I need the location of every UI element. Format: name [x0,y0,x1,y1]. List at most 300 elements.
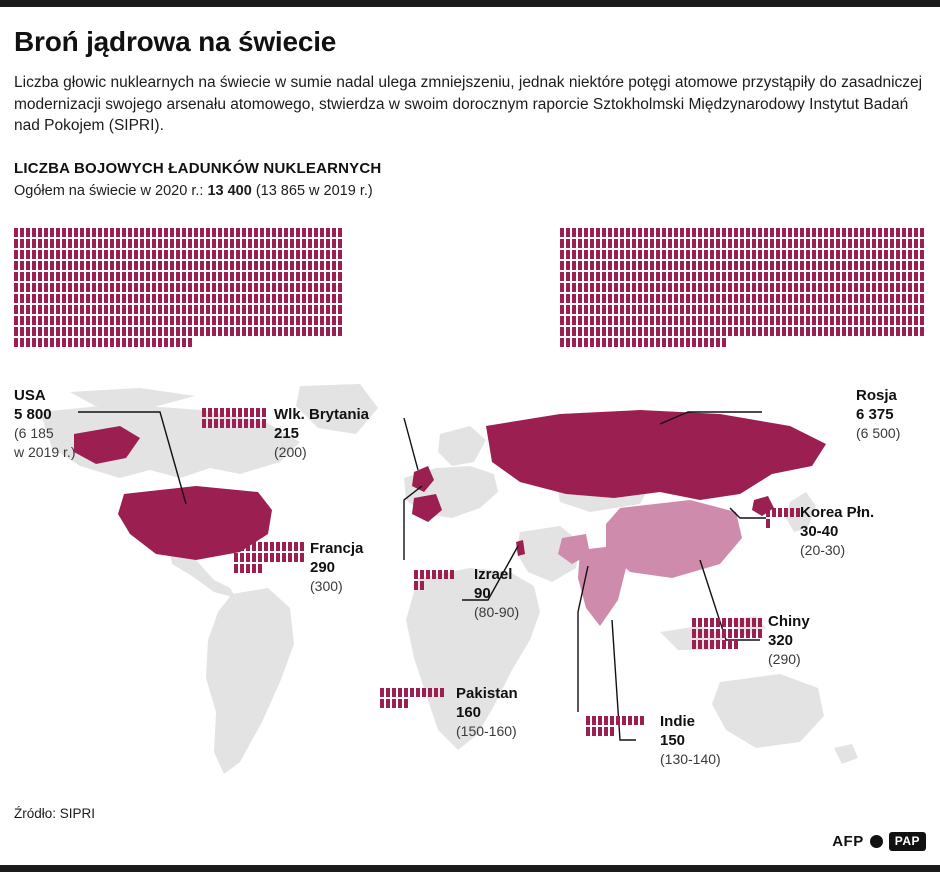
unit-tick [68,283,72,292]
unit-tick [206,305,210,314]
unit-tick [302,228,306,237]
unit-tick [806,228,810,237]
unit-tick [260,327,264,336]
unit-tick [62,228,66,237]
unit-tick [692,261,696,270]
unit-tick [110,294,114,303]
unit-tick [914,316,918,325]
unit-tick [836,250,840,259]
unit-tick [278,272,282,281]
unit-tick [20,283,24,292]
unit-tick [734,629,738,638]
unit-tick [698,272,702,281]
unit-tick [818,250,822,259]
unit-tick [746,618,750,627]
unit-tick [776,327,780,336]
unit-tick [248,250,252,259]
unit-tick [38,316,42,325]
unit-tick [254,305,258,314]
unit-tick [308,228,312,237]
unit-tick [170,239,174,248]
unit-tick [236,316,240,325]
unit-tick [158,250,162,259]
unit-tick [272,327,276,336]
unit-tick [44,261,48,270]
unit-tick [614,261,618,270]
unit-tick [380,699,384,708]
unit-tick [860,305,864,314]
unit-tick [596,294,600,303]
unit-tick [194,261,198,270]
unit-tick [704,338,708,347]
unit-tick [320,283,324,292]
unit-tick [560,305,564,314]
unit-tick [560,261,564,270]
unit-tick [236,228,240,237]
unit-tick [20,250,24,259]
unit-tick [680,283,684,292]
unit-tick [272,272,276,281]
unit-tick [182,228,186,237]
unit-tick [788,327,792,336]
unit-tick [590,228,594,237]
unit-tick [248,261,252,270]
unit-tick [698,640,702,649]
unit-tick [890,228,894,237]
unit-tick [122,272,126,281]
unit-tick [234,542,238,551]
unit-tick [728,228,732,237]
unit-tick [326,250,330,259]
unit-tick [220,419,224,428]
unit-tick [326,272,330,281]
unit-tick [644,272,648,281]
unit-tick [256,419,260,428]
unit-tick [692,327,696,336]
unit-tick [722,640,726,649]
unit-tick [92,272,96,281]
unit-tick [848,316,852,325]
unit-tick [578,316,582,325]
pap-logo: PAP [889,832,926,851]
unit-tick [638,272,642,281]
unit-tick [270,553,274,562]
unit-tick [116,228,120,237]
unit-tick [728,640,732,649]
unit-tick [752,327,756,336]
unit-tick [866,228,870,237]
unit-tick [98,305,102,314]
unit-tick [578,327,582,336]
unit-tick [170,338,174,347]
unit-tick [896,327,900,336]
unit-tick [800,305,804,314]
unit-tick [608,272,612,281]
unit-tick [752,316,756,325]
unit-tick [662,294,666,303]
label-gb-name: Wlk. Brytania [274,406,370,423]
unit-tick [854,261,858,270]
unit-tick [188,239,192,248]
unit-tick [62,338,66,347]
unit-tick [662,327,666,336]
unit-tick [272,294,276,303]
unit-tick [638,250,642,259]
unit-tick [836,327,840,336]
unit-tick [878,272,882,281]
unit-tick [848,239,852,248]
unit-tick [628,716,632,725]
unit-tick [302,294,306,303]
unit-tick [602,261,606,270]
unit-tick [170,327,174,336]
unit-tick [146,327,150,336]
unit-tick [860,327,864,336]
unit-tick [158,239,162,248]
unit-tick [800,294,804,303]
unit-tick [104,272,108,281]
unit-tick [632,294,636,303]
unit-tick [626,228,630,237]
unit-tick [836,228,840,237]
label-pakistan [456,684,518,741]
unit-tick [710,294,714,303]
unit-tick [806,250,810,259]
unit-tick [692,305,696,314]
unit-tick [662,316,666,325]
unit-tick [680,250,684,259]
unit-tick [332,305,336,314]
unit-tick [764,327,768,336]
unit-tick [248,228,252,237]
unit-tick [164,250,168,259]
unit-tick [236,327,240,336]
unit-tick [872,327,876,336]
unit-tick [686,327,690,336]
unit-tick [158,228,162,237]
unit-tick [680,338,684,347]
unit-tick [152,272,156,281]
unit-tick [638,261,642,270]
label-indie-name: Indie [660,713,696,730]
unit-tick [610,727,614,736]
unit-tick [602,327,606,336]
unit-tick [20,305,24,314]
unit-tick [860,283,864,292]
unit-tick [734,316,738,325]
unit-tick [836,239,840,248]
unit-tick [122,239,126,248]
label-francja-value: 290 [310,559,336,576]
unit-tick [728,272,732,281]
unit-tick [212,272,216,281]
unit-tick [278,250,282,259]
unit-tick [752,294,756,303]
label-chiny [768,612,810,669]
unit-tick [650,294,654,303]
unit-tick [258,542,262,551]
unit-tick [146,316,150,325]
unit-tick [778,508,782,517]
unit-tick [110,239,114,248]
unit-tick [914,327,918,336]
unit-tick [914,228,918,237]
unit-tick [266,228,270,237]
unit-tick [818,327,822,336]
unit-tick [110,228,114,237]
unit-tick [602,294,606,303]
unit-tick [26,316,30,325]
unit-tick [818,239,822,248]
unit-tick [50,305,54,314]
section-subtitle [14,183,373,199]
unit-tick [872,272,876,281]
unit-tick [50,283,54,292]
unit-tick [818,261,822,270]
unit-tick [716,250,720,259]
unit-tick [860,261,864,270]
unit-tick [232,408,236,417]
unit-tick [338,272,342,281]
unit-tick [80,327,84,336]
unit-tick [782,305,786,314]
unit-tick [860,250,864,259]
unit-tick [110,272,114,281]
unit-tick [212,239,216,248]
unit-tick [812,228,816,237]
unit-tick [128,294,132,303]
unit-tick [188,327,192,336]
unit-tick [26,305,30,314]
unit-tick [188,316,192,325]
unit-tick [812,327,816,336]
unit-tick [14,239,18,248]
unit-tick [208,419,212,428]
unit-tick [572,261,576,270]
unit-tick [194,250,198,259]
unit-tick [824,250,828,259]
unit-tick [794,316,798,325]
unit-tick [668,283,672,292]
unit-tick [26,261,30,270]
unit-tick [206,250,210,259]
unit-tick [20,327,24,336]
unit-tick [608,239,612,248]
unit-tick [200,272,204,281]
unit-tick [836,283,840,292]
unit-tick [284,316,288,325]
unit-tick [662,239,666,248]
unit-tick [224,283,228,292]
unit-tick [308,250,312,259]
unit-tick [170,250,174,259]
unit-tick [308,261,312,270]
unit-tick [302,283,306,292]
unit-tick [626,239,630,248]
unit-tick [104,283,108,292]
unit-tick [290,316,294,325]
unit-tick [764,261,768,270]
unit-tick [176,239,180,248]
unit-tick [584,327,588,336]
unit-tick [740,250,744,259]
unit-tick [234,553,238,562]
unit-tick [68,316,72,325]
unit-tick [302,239,306,248]
unit-tick [614,305,618,314]
unit-tick [14,305,18,314]
label-usa-prev-2: w 2019 r.) [14,444,76,460]
label-rosja-prev: (6 500) [856,425,901,441]
unit-tick [770,305,774,314]
unit-tick [314,283,318,292]
unit-tick [890,261,894,270]
unit-tick [158,272,162,281]
unit-tick [644,338,648,347]
unit-tick [338,239,342,248]
unit-tick [620,272,624,281]
unit-tick [716,294,720,303]
unit-tick [758,294,762,303]
unit-tick [860,294,864,303]
unit-tick [226,419,230,428]
unit-tick [602,283,606,292]
unit-tick [716,640,720,649]
unit-tick [164,239,168,248]
unit-tick [80,294,84,303]
label-chiny-prev: (290) [768,651,801,667]
unit-tick [176,283,180,292]
unit-tick [26,228,30,237]
unit-tick [740,294,744,303]
unit-tick [590,305,594,314]
unit-tick [896,316,900,325]
unit-tick [218,239,222,248]
unit-tick [740,261,744,270]
unit-tick [74,327,78,336]
unit-tick [152,283,156,292]
unit-tick [896,228,900,237]
unit-tick [716,272,720,281]
unit-tick [740,272,744,281]
unit-tick [74,250,78,259]
unit-tick [206,261,210,270]
unit-tick [776,228,780,237]
unit-tick [632,316,636,325]
unit-tick [566,316,570,325]
unit-tick [254,283,258,292]
unit-tick [632,250,636,259]
unit-tick [572,327,576,336]
unit-tick [188,283,192,292]
unit-tick [842,272,846,281]
unit-tick [92,294,96,303]
unit-tick [152,239,156,248]
unit-tick [270,542,274,551]
unit-tick [98,294,102,303]
unit-tick [794,305,798,314]
unit-tick [662,261,666,270]
unit-tick [584,294,588,303]
unit-tick [224,272,228,281]
unit-tick [272,228,276,237]
label-gb-value: 215 [274,425,300,442]
unit-tick [692,640,696,649]
unit-tick [266,305,270,314]
unit-tick [920,239,924,248]
unit-tick [578,239,582,248]
unit-tick [854,283,858,292]
unit-tick [50,261,54,270]
unit-tick [188,294,192,303]
unit-tick [602,250,606,259]
unit-tick [450,570,454,579]
unit-tick [68,272,72,281]
unit-tick [56,305,60,314]
unit-tick [842,250,846,259]
unit-tick [74,283,78,292]
unit-tick [728,294,732,303]
unit-tick [830,272,834,281]
unit-tick [200,316,204,325]
unit-tick [608,261,612,270]
unit-tick [572,239,576,248]
unit-tick [758,327,762,336]
unit-tick [152,338,156,347]
unit-tick [302,316,306,325]
unit-tick [440,688,444,697]
unit-tick [920,316,924,325]
unit-tick [260,305,264,314]
unit-tick [674,283,678,292]
unit-tick [128,305,132,314]
unit-tick [650,305,654,314]
unit-tick [842,294,846,303]
unit-tick [200,228,204,237]
unit-tick [236,261,240,270]
unit-tick [152,261,156,270]
unit-tick [692,250,696,259]
unit-tick [854,228,858,237]
unit-tick [800,261,804,270]
unit-tick [608,294,612,303]
unit-tick [824,261,828,270]
marks-francja [234,542,306,575]
unit-tick [26,283,30,292]
unit-tick [800,250,804,259]
unit-tick [332,327,336,336]
unit-tick [704,261,708,270]
unit-tick [26,294,30,303]
unit-tick [224,327,228,336]
unit-tick [566,283,570,292]
unit-tick [206,239,210,248]
unit-tick [812,250,816,259]
standfirst-text: Liczba głowic nuklearnych na świecie w sumie nadal ulega zmniejszeniu, jednak niektóre potęgi atomowe przystąpiły do zasadniczej modernizacji swojego arsenału atomowego, stwierdza w swoim dorocznym raporcie Sztokholmski Międzynarodowy Instytut Badań nad Pokojem (SIPRI). [14,74,923,134]
unit-tick [38,228,42,237]
unit-tick [908,294,912,303]
unit-tick [746,228,750,237]
unit-tick [704,272,708,281]
unit-tick [236,305,240,314]
unit-tick [224,316,228,325]
unit-tick [632,239,636,248]
unit-tick [404,688,408,697]
unit-tick [290,250,294,259]
afp-logo: AFP [832,833,864,850]
unit-tick [638,283,642,292]
unit-tick [338,283,342,292]
